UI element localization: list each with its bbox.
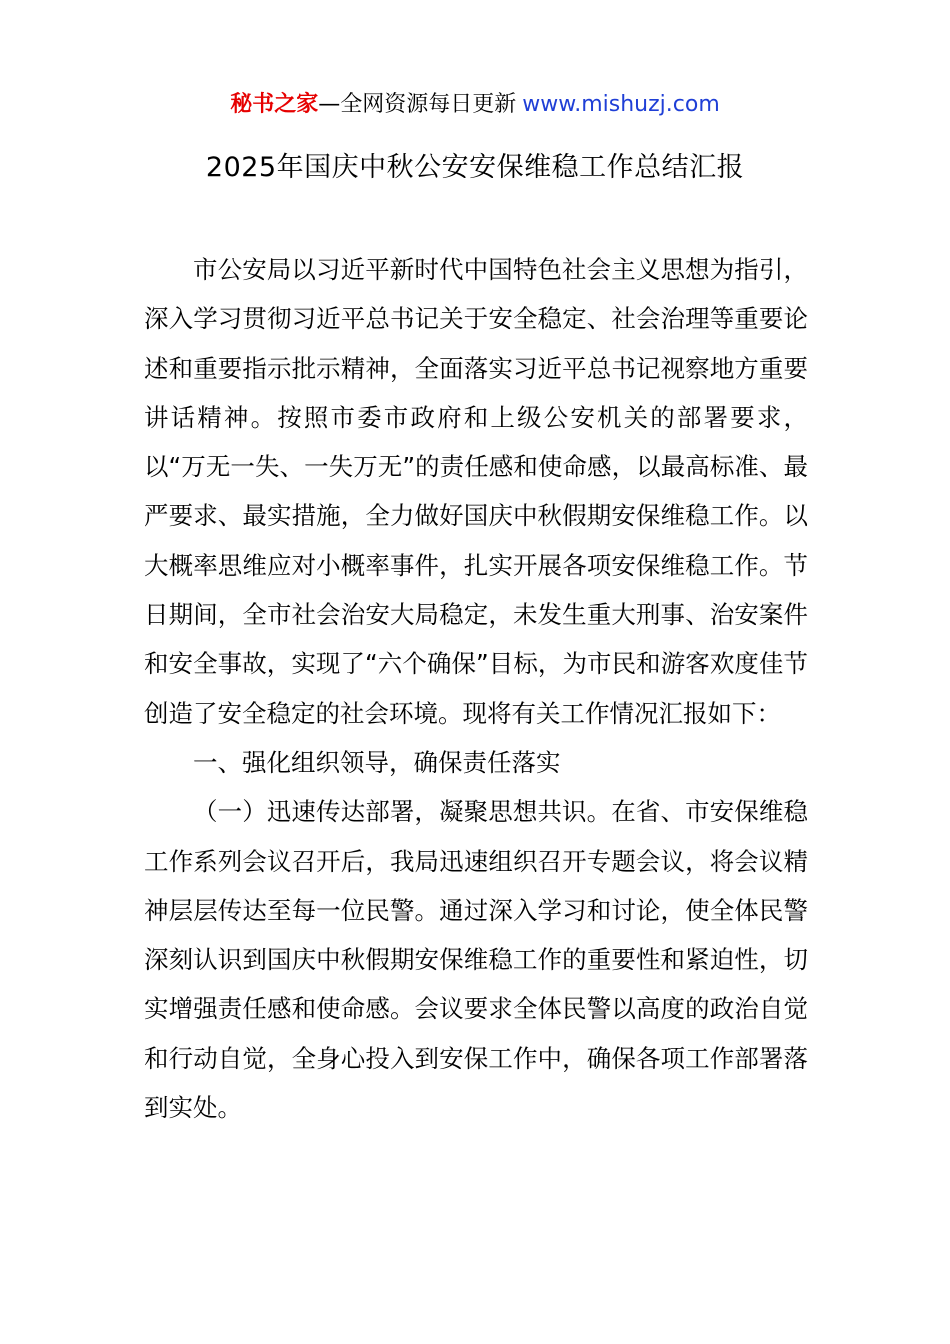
section-paragraph: （一）迅速传达部署，凝聚思想共识。在省、市安保维稳工作系列会议召开后，我局迅速组织召开专题会议，将会议精神层层传达至每一位民警。通过深入学习和讨论，使全体民警深刻认识到国庆中秋假期安保维稳工作的重要性和紧迫性，切实增强责任感和使命感。会议要求全体民警以高度的政治自觉和行动自觉，全身心投入到安保工作中，确保各项工作部署落到实处。 xyxy=(144,797,808,1123)
header-tagline: —全网资源每日更新 xyxy=(318,92,517,117)
document-body xyxy=(144,245,808,1132)
site-header xyxy=(0,88,950,122)
site-url-link[interactable]: www.mishuzj.com xyxy=(522,92,720,117)
intro-paragraph: 市公安局以习近平新时代中国特色社会主义思想为指引，深入学习贯彻习近平总书记关于安全稳定、社会治理等重要论述和重要指示批示精神，全面落实习近平总书记视察地方重要讲话精神。按照市委市政府和上级公安机关的部署要求，以“万无一失、一失万无”的责任感和使命感，以最高标准、最严要求、最实措施，全力做好国庆中秋假期安保维稳工作。以大概率思维应对小概率事件，扎实开展各项安保维稳工作。节日期间，全市社会治安大局稳定，未发生重大刑事、治安案件和安全事故，实现了“六个确保”目标，为市民和游客欢度佳节创造了安全稳定的社会环境。现将有关工作情况汇报如下： xyxy=(144,255,808,728)
document-title: 2025年国庆中秋公安安保维稳工作总结汇报 xyxy=(205,152,745,183)
brand-name: 秘书之家 xyxy=(230,92,319,117)
section-heading: 一、强化组织领导，确保责任落实 xyxy=(193,747,561,777)
